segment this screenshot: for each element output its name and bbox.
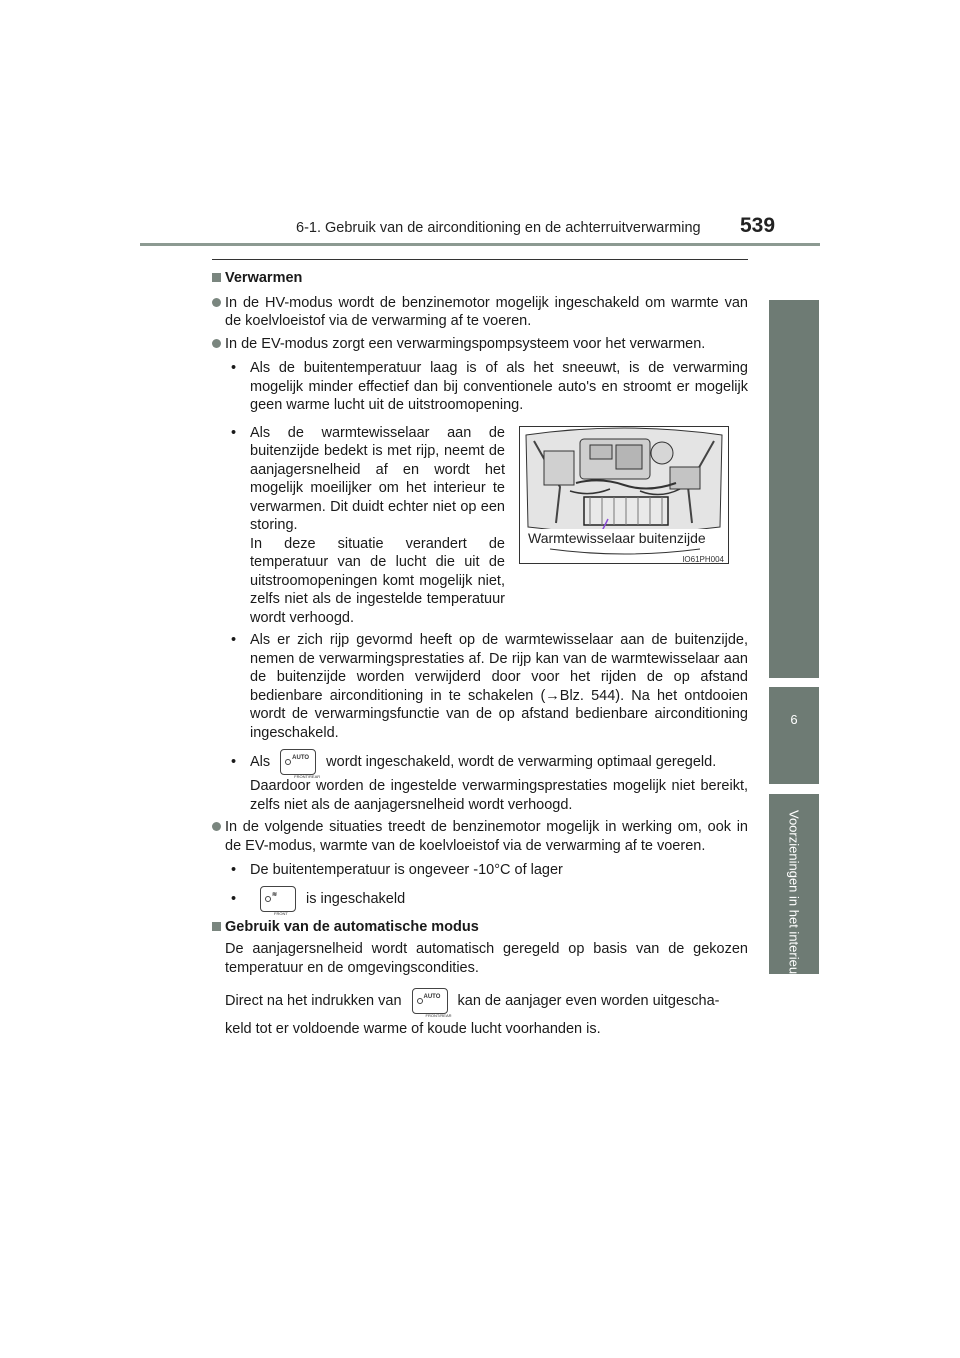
side-tab-top [769, 300, 819, 678]
sub-item-auto-button-cont: Daardoor worden de ingestelde verwarmingsprestaties mogelijk niet bereikt, zelfs niet als de aanjagersnelheid wordt verhoogd. [250, 778, 748, 813]
bullet-engine-start: In de volgende situaties treedt de benzinemotor mogelijk in werking om, ook in de EV-modus, warmte van de koelvloeistof via de verwarming af te voeren. [212, 818, 748, 855]
section-rule [212, 259, 748, 260]
page-content [212, 266, 748, 1039]
sub-item-auto-button: • Als AUTO FRONT/REAR wordt ingeschakeld, wordt de verwarming optimaal geregeld. [212, 747, 748, 777]
frost-section [212, 424, 748, 628]
section-heading-auto-mode: Gebruik van de automatische modus [212, 918, 748, 937]
bullet-ev-mode: In de EV-modus zorgt een verwarmingspompsysteem voor het verwarmen. [212, 335, 748, 354]
sub-item-low-temperature: • Als de buitentemperatuur laag is of als het sneeuwt, is de verwarming mogelijk minder effectief dan bij conventionele auto's en stroomt er mogelijk geen warme lucht uit de uitstroomopening. [231, 360, 748, 413]
square-bullet-icon [212, 922, 221, 931]
front-defroster-button-icon: ≋ FRONT [260, 886, 296, 912]
sub-item-frost: • Als de warmtewisselaar aan de buitenzijde bedekt is met rijp, neemt de aanjagersnelheid af en wordt het mogelijk moeilijker om het interieur te verwarmen. Dit duidt echter niet op een storing. In deze situatie verandert de temperatuur van de lucht die uit de uitstroomopeningen komt mogelijk niet, zelfs niet als de ingestelde temperatuur wordt verhoogd. [231, 424, 505, 626]
chapter-label: Voorzieningen in het interieur [786, 810, 802, 979]
page-number: 539 [740, 214, 776, 237]
circle-bullet-icon [212, 339, 221, 348]
header-title: 6-1. Gebruik van de airconditioning en de achterruitverwarming [296, 220, 701, 236]
header-rule [140, 243, 820, 246]
auto-mode-paragraph-2: Direct na het indrukken van AUTO FRONT/REAR kan de aanjager even worden uitgescha- [212, 986, 748, 1016]
chapter-number: 6 [790, 712, 798, 727]
square-bullet-icon [212, 273, 221, 282]
auto-mode-paragraph-2-cont: keld tot er voldoende warme of koude lucht voorhanden is. [225, 1021, 601, 1037]
circle-bullet-icon [212, 822, 221, 831]
figure-code: IO61PH004 [682, 554, 724, 564]
sub-item-outside-temperature: • De buitentemperatuur is ongeveer -10°C of lager [231, 862, 563, 878]
auto-button-icon: AUTO FRONT/REAR [280, 749, 316, 775]
sub-item-front-button: • ≋ FRONT is ingeschakeld [212, 884, 748, 914]
side-tab-number-block [769, 687, 819, 784]
engine-bay-figure [519, 426, 729, 564]
section-heading-verwarmen: Verwarmen [212, 269, 748, 288]
bullet-hv-mode: In de HV-modus wordt de benzinemotor mogelijk ingeschakeld om warmte van de koelvloeistof via de verwarming af te voeren. [212, 294, 748, 331]
sub-item-defrost: • Als er zich rijp gevormd heeft op de warmtewisselaar aan de buitenzijde, nemen de verwarmingsprestaties af. De rijp kan van de warmtewisselaar aan de buitenzijde worden verwijderd door voor het rijden de op afstand bedienbare airconditioning in te schakelen (→Blz. 544). Na het ontdooien wordt de verwarmingsfunctie van de op afstand bedienbare airconditioning ingeschakeld. [231, 632, 748, 741]
figure-caption: Warmtewisselaar buitenzijde [528, 529, 706, 546]
circle-bullet-icon [212, 298, 221, 307]
auto-mode-paragraph: De aanjagersnelheid wordt automatisch geregeld op basis van de gekozen temperatuur en de omgevingscondities. [225, 941, 748, 976]
auto-button-icon: AUTO FRONT/REAR [412, 988, 448, 1014]
